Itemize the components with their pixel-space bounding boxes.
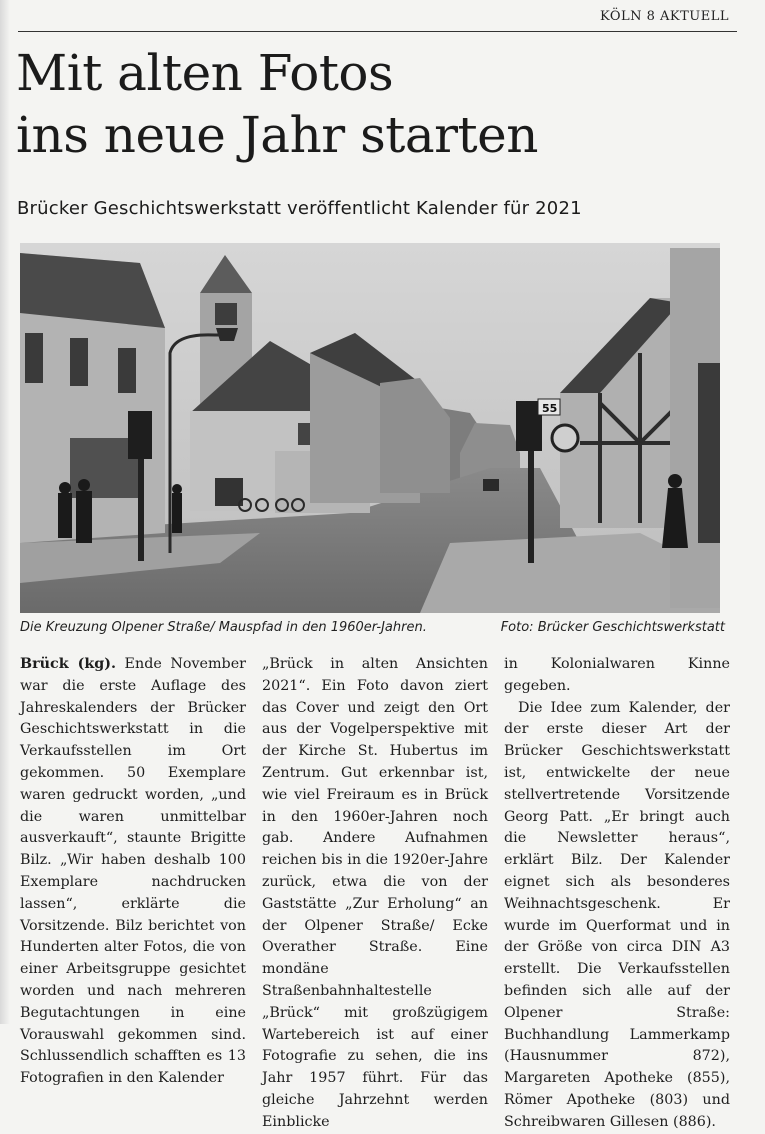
top-rule xyxy=(18,31,737,32)
column-3-first-line: in Kolonialwaren Kinne gegeben. xyxy=(504,656,730,694)
column-3-text: Die Idee zum Kalender, der der erste dieser Art der Brücker Geschichtswerkstatt ist, entwickelte der neue stellvertretende Vorsitzende Georg Patt. „Er bringt auch die Newsletter heraus“, erklärt Bilz. Der Kalender eignet sich als besonderes Weihnachtsgeschenk. Er wurde im Querformat und in der Größe von circa DIN A3 erstellt. Die Verkaufsstellen befinden sich alle auf der Olpener Straße: Buchhandlung Lammerkamp (Hausnummer 872), Margareten Apotheke (855), Römer Apotheke (803) und Schreibwaren Gillesen (886). xyxy=(504,699,730,1130)
article-column-2 xyxy=(262,654,488,1130)
article-column-3 xyxy=(504,654,730,1130)
headline-line-2: ins neue Jahr starten xyxy=(16,106,538,164)
headline xyxy=(16,42,716,166)
subheadline: Brücker Geschichtswerkstatt veröffentlicht Kalender für 2021 xyxy=(17,198,582,219)
column-1-text: Ende November war die erste Auflage des Jahreskalenders der Brücker Geschichtswerkstatt in die Verkaufsstellen im Ort gekommen. 50 Exemplare waren gedruckt worden, „und die waren unmittelbar ausverkauft“, staunte Brigitte Bilz. „Wir haben deshalb 100 Exemplare nachdrucken lassen“, erklärte die Vorsitzende. Bilz berichtet von Hunderten alter Fotos, die von einer Arbeitsgruppe gesichtet worden und nach mehreren Begutachtungen in eine Vorauswahl gekommen sind. Schlussendlich schafften es 13 Fotografien in den Kalender xyxy=(20,656,246,1087)
street-photo xyxy=(20,243,720,613)
street-sign-number: 55 xyxy=(542,402,558,415)
dateline: Brück (kg). xyxy=(20,656,116,672)
photo-caption-row xyxy=(20,620,725,635)
headline-line-1: Mit alten Fotos xyxy=(16,44,394,102)
column-2-text: „Brück in alten Ansichten 2021“. Ein Foto davon ziert das Cover und zeigt den Ort aus der Vogelperspektive mit der Kirche St. Hubertus im Zentrum. Gut erkennbar ist, wie viel Freiraum es in Brück in den 1960er-Jahren noch gab. Andere Aufnahmen reichen bis in die 1920er-Jahre zurück, etwa die von der Gaststätte „Zur Erholung“ an der Olpener Straße/ Ecke Overather Straße. Eine mondäne Straßenbahnhaltestelle „Brück“ mit großzügigem Wartebereich ist auf einer Fotografie zu sehen, die ins Jahr 1957 führt. Für das gleiche Jahrzehnt werden Einblicke xyxy=(262,656,488,1130)
section-label: KÖLN 8 AKTUELL xyxy=(599,9,729,24)
street-photo-illustration xyxy=(20,243,720,613)
photo-caption: Die Kreuzung Olpener Straße/ Mauspfad in den 1960er-Jahren. xyxy=(20,620,427,635)
article-column-1 xyxy=(20,654,246,1087)
article-body xyxy=(20,654,730,1130)
page-edge-shadow xyxy=(0,0,10,1024)
photo-credit: Foto: Brücker Geschichtswerkstatt xyxy=(500,620,725,635)
